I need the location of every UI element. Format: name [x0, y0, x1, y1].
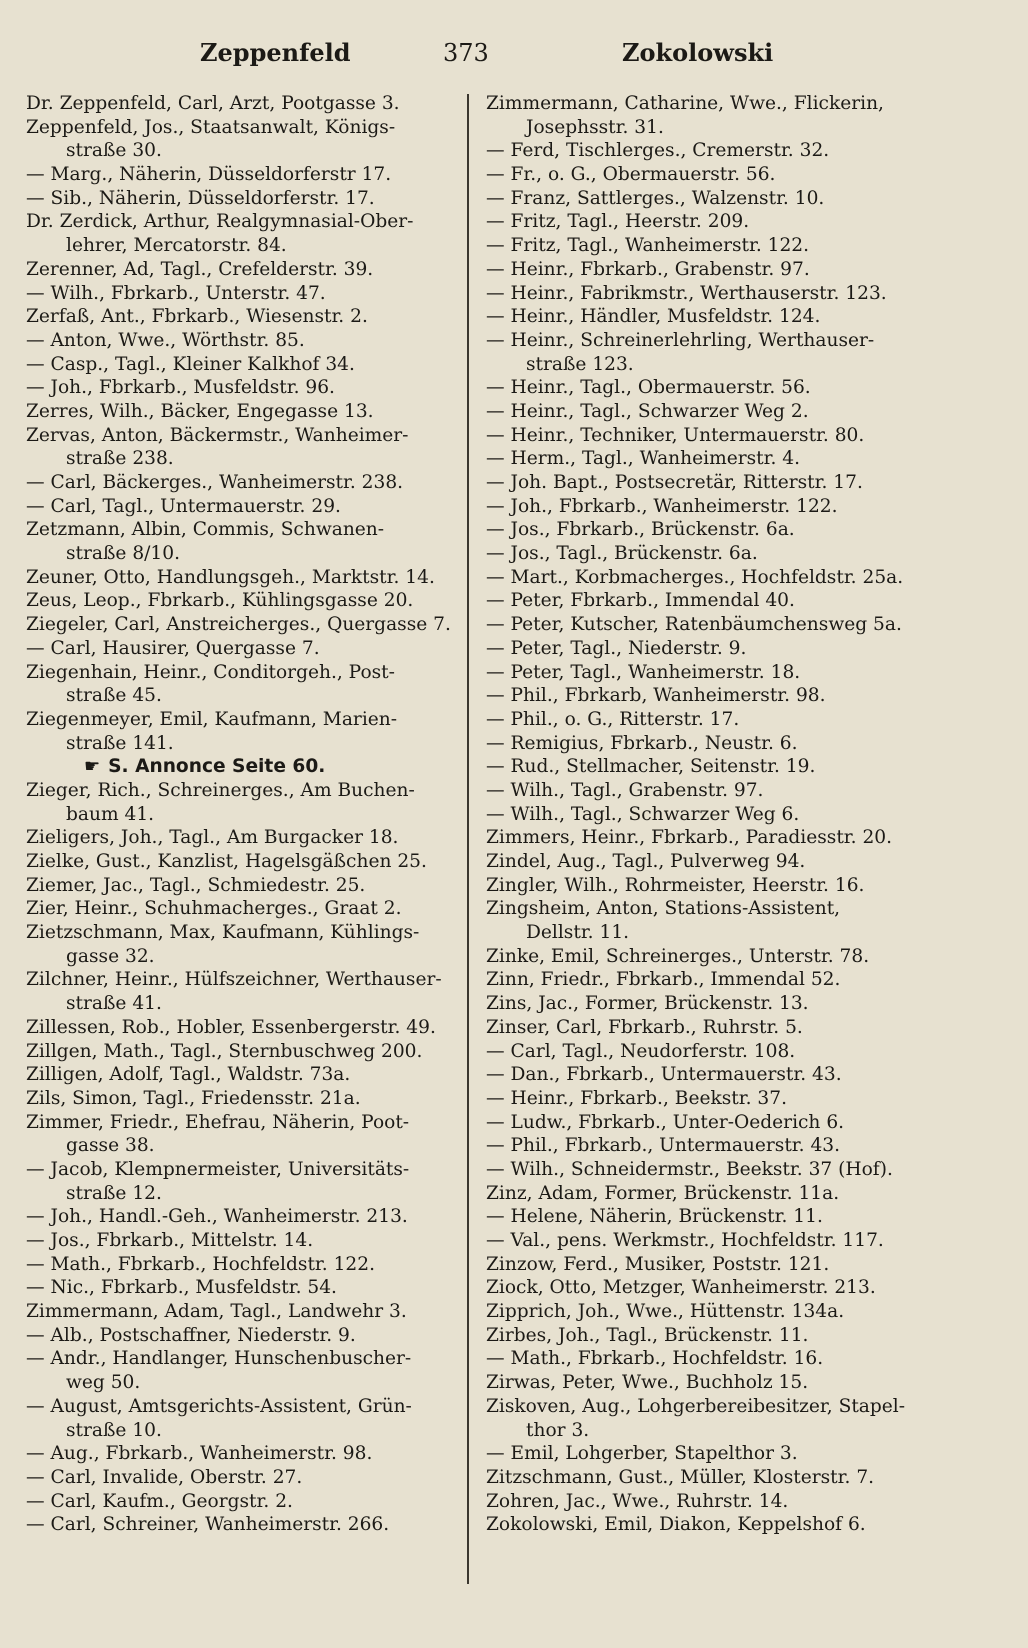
- directory-entry: [486, 282, 1006, 306]
- directory-entry: [486, 495, 1006, 519]
- directory-entry: [486, 874, 1006, 898]
- entry-text: — Joh., Fbrkarb., Musfeldstr. 96.: [26, 377, 335, 399]
- entry-text: Zilchner, Heinr., Hülfszeichner, Werthauser-: [26, 969, 442, 991]
- entry-text: — Heinr., Tagl., Schwarzer Weg 2.: [486, 400, 809, 422]
- entry-text: — August, Amtsgerichts-Assistent, Grün-: [26, 1395, 412, 1417]
- entry-text: — Aug., Fbrkarb., Wanheimerstr. 98.: [26, 1443, 373, 1465]
- entry-text: — Sib., Näherin, Düsseldorferstr. 17.: [26, 187, 375, 209]
- directory-entry: [486, 897, 1006, 921]
- directory-entry: [26, 1371, 456, 1395]
- directory-entry: [26, 684, 456, 708]
- entry-text: — Carl, Bäckerges., Wanheimerstr. 238.: [26, 472, 404, 493]
- entry-text: — Phil., o. G., Ritterstr. 17.: [486, 708, 740, 730]
- entry-text: straße 30.: [66, 140, 162, 162]
- directory-entry: [486, 732, 1006, 756]
- entry-text: Zinz, Adam, Former, Brückenstr. 11a.: [486, 1182, 840, 1204]
- directory-entry: [26, 1063, 456, 1087]
- directory-entry: [26, 661, 456, 685]
- directory-entry: [26, 850, 456, 874]
- directory-entry: [486, 1347, 1006, 1371]
- directory-entry: [486, 1182, 1006, 1206]
- entry-text: Dr. Zerdick, Arthur, Realgymnasial-Ober-: [26, 211, 414, 233]
- directory-entry: [486, 566, 1006, 590]
- directory-entry: [486, 613, 1006, 637]
- entry-text: — Heinr., Schreinerlehrling, Werthauser-: [486, 329, 875, 351]
- entry-text: — Joh., Handl.-Geh., Wanheimerstr. 213.: [26, 1206, 408, 1228]
- directory-entry: [486, 1419, 1006, 1443]
- directory-entry: [486, 1040, 1006, 1064]
- directory-entry: [26, 1490, 456, 1514]
- directory-entry: [26, 921, 456, 945]
- entry-text: Zeus, Leop., Fbrkarb., Kühlingsgasse 20.: [26, 590, 414, 612]
- entry-text: Zokolowski, Emil, Diakon, Keppelshof 6.: [486, 1514, 866, 1536]
- directory-entry: [486, 1490, 1006, 1514]
- entry-text: straße 238.: [66, 448, 174, 470]
- directory-entry: [26, 447, 456, 471]
- directory-entry: [26, 1158, 456, 1182]
- directory-entry: [486, 1253, 1006, 1277]
- entry-text: Zervas, Anton, Bäckermstr., Wanheimer-: [26, 424, 409, 446]
- directory-entry: [26, 1419, 456, 1443]
- entry-text: — Andr., Handlanger, Hunschenbuscher-: [26, 1348, 412, 1370]
- entry-text: — Wilh., Tagl., Grabenstr. 97.: [486, 779, 764, 801]
- directory-entry: [486, 826, 1006, 850]
- directory-entry: [486, 1158, 1006, 1182]
- entry-text: — Carl, Tagl., Untermauerstr. 29.: [26, 495, 341, 517]
- entry-text: Zingsheim, Anton, Stations-Assistent,: [486, 898, 841, 920]
- entry-text: Zerres, Wilh., Bäcker, Engegasse 13.: [26, 400, 374, 422]
- entry-text: Zinzow, Ferd., Musiker, Poststr. 121.: [486, 1253, 830, 1275]
- directory-entry: [486, 471, 1006, 495]
- directory-entry: [26, 826, 456, 850]
- entry-text: — Casp., Tagl., Kleiner Kalkhof 34.: [26, 353, 355, 375]
- entry-text: — Nic., Fbrkarb., Musfeldstr. 54.: [26, 1277, 337, 1299]
- directory-entry: [486, 1371, 1006, 1395]
- entry-text: Ziemer, Jac., Tagl., Schmiedestr. 25.: [26, 874, 366, 896]
- entry-text: Zier, Heinr., Schuhmacherges., Graat 2.: [26, 898, 402, 920]
- entry-text: Ziegenmeyer, Emil, Kaufmann, Marien-: [26, 708, 398, 730]
- directory-entry: [26, 542, 456, 566]
- entry-text: Zetzmann, Albin, Commis, Schwanen-: [26, 519, 385, 541]
- directory-entry: [26, 163, 456, 187]
- entry-text: — Rud., Stellmacher, Seitenstr. 19.: [486, 756, 816, 778]
- directory-entry: [26, 139, 456, 163]
- directory-entry: [486, 1324, 1006, 1348]
- entry-text: — Carl, Tagl., Neudorferstr. 108.: [486, 1040, 796, 1062]
- entry-text: Zimmermann, Catharine, Wwe., Flickerin,: [486, 93, 884, 114]
- entry-text: weg 50.: [66, 1372, 141, 1394]
- directory-entry: [486, 353, 1006, 377]
- entry-text: Zimmermann, Adam, Tagl., Landwehr 3.: [26, 1301, 407, 1323]
- directory-entry: [26, 803, 456, 827]
- directory-entry: [486, 1229, 1006, 1253]
- directory-entry: [26, 968, 456, 992]
- right-column: [486, 92, 1006, 1537]
- entry-text: Zielke, Gust., Kanzlist, Hagelsgäßchen 25.: [26, 851, 427, 872]
- directory-entry: [486, 447, 1006, 471]
- directory-entry: [486, 1134, 1006, 1158]
- directory-entry: [486, 755, 1006, 779]
- entry-text: Zimmer, Friedr., Ehefrau, Näherin, Poot-: [26, 1111, 410, 1133]
- entry-text: Zipprich, Joh., Wwe., Hüttenstr. 134a.: [486, 1301, 845, 1323]
- directory-entry: [26, 1229, 456, 1253]
- directory-entry: [486, 116, 1006, 140]
- entry-text: — Joh. Bapt., Postsecretär, Ritterstr. 17.: [486, 472, 863, 493]
- entry-text: — Heinr., Händler, Musfeldstr. 124.: [486, 306, 821, 328]
- entry-text: — Remigius, Fbrkarb., Neustr. 6.: [486, 732, 798, 754]
- directory-entry: [486, 1111, 1006, 1135]
- entry-text: Zieligers, Joh., Tagl., Am Burgacker 18.: [26, 827, 399, 849]
- directory-entry: [26, 116, 456, 140]
- directory-entry: [26, 329, 456, 353]
- entry-text: Zinser, Carl, Fbrkarb., Ruhrstr. 5.: [486, 1016, 803, 1038]
- entry-text: — Heinr., Techniker, Untermauerstr. 80.: [486, 424, 865, 446]
- entry-text: — Herm., Tagl., Wanheimerstr. 4.: [486, 448, 801, 470]
- running-head-last-entry: Zokolowski: [622, 38, 774, 67]
- entry-text: thor 3.: [526, 1419, 590, 1441]
- directory-entry: [26, 637, 456, 661]
- directory-entry: [486, 589, 1006, 613]
- column-divider: [467, 94, 469, 1584]
- directory-entry: [486, 518, 1006, 542]
- entry-text: — Wilh., Fbrkarb., Unterstr. 47.: [26, 282, 326, 304]
- entry-text: — Heinr., Fbrkarb., Grabenstr. 97.: [486, 258, 810, 280]
- directory-entry: [26, 1205, 456, 1229]
- entry-text: — Wilh., Tagl., Schwarzer Weg 6.: [486, 803, 800, 825]
- entry-text: — Jos., Fbrkarb., Brückenstr. 6a.: [486, 519, 795, 541]
- directory-entry: [26, 92, 456, 116]
- entry-text: — Anton, Wwe., Wörthstr. 85.: [26, 329, 305, 351]
- directory-entry: [486, 1300, 1006, 1324]
- entry-text: straße 41.: [66, 993, 162, 1015]
- entry-text: — Carl, Kaufm., Georgstr. 2.: [26, 1490, 293, 1512]
- entry-text: — Fritz, Tagl., Wanheimerstr. 122.: [486, 235, 810, 257]
- entry-text: — Fritz, Tagl., Heerstr. 209.: [486, 211, 750, 233]
- entry-text: straße 10.: [66, 1419, 162, 1441]
- entry-text: — Carl, Schreiner, Wanheimerstr. 266.: [26, 1514, 390, 1536]
- directory-entry: [26, 566, 456, 590]
- directory-entry: [486, 803, 1006, 827]
- entry-text: Zinn, Friedr., Fbrkarb., Immendal 52.: [486, 969, 841, 991]
- entry-text: gasse 38.: [66, 1135, 155, 1157]
- entry-text: — Phil., Fbrkarb., Untermauerstr. 43.: [486, 1135, 841, 1157]
- entry-text: — Jos., Tagl., Brückenstr. 6a.: [486, 543, 758, 565]
- directory-entry: [26, 258, 456, 282]
- directory-entry: [486, 1466, 1006, 1490]
- directory-entry: [486, 163, 1006, 187]
- directory-entry: [26, 1466, 456, 1490]
- entry-text: lehrer, Mercatorstr. 84.: [66, 235, 287, 257]
- directory-entry: [486, 1513, 1006, 1537]
- page-number: 373: [443, 39, 489, 67]
- entry-text: — Peter, Tagl., Wanheimerstr. 18.: [486, 661, 801, 683]
- entry-text: — Joh., Fbrkarb., Wanheimerstr. 122.: [486, 495, 838, 517]
- directory-entry: [26, 471, 456, 495]
- directory-entry: [486, 210, 1006, 234]
- annonce-reference: [26, 755, 456, 779]
- directory-entry: [486, 968, 1006, 992]
- directory-entry: [26, 1253, 456, 1277]
- directory-entry: [486, 376, 1006, 400]
- entry-text: — Wilh., Schneidermstr., Beekstr. 37 (Hof).: [486, 1158, 893, 1180]
- directory-entry: [486, 637, 1006, 661]
- entry-text: Zins, Jac., Former, Brückenstr. 13.: [486, 993, 809, 1015]
- directory-entry: [486, 139, 1006, 163]
- entry-text: baum 41.: [66, 803, 155, 825]
- directory-entry: [26, 1016, 456, 1040]
- directory-entry: [486, 708, 1006, 732]
- directory-entry: [486, 258, 1006, 282]
- directory-entry: [26, 732, 456, 756]
- entry-text: gasse 32.: [66, 945, 155, 967]
- directory-entry: [26, 424, 456, 448]
- entry-text: — Carl, Hausirer, Quergasse 7.: [26, 637, 320, 659]
- entry-text: — Ferd, Tischlerges., Cremerstr. 32.: [486, 140, 830, 162]
- entry-text: — Heinr., Fbrkarb., Beekstr. 37.: [486, 1087, 787, 1109]
- directory-entry: [486, 1016, 1006, 1040]
- entry-text: Zimmers, Heinr., Fbrkarb., Paradiesstr. 20.: [486, 827, 893, 849]
- pointing-hand-icon: ☛: [84, 756, 101, 778]
- directory-entry: [26, 353, 456, 377]
- directory-entry: [486, 921, 1006, 945]
- entry-text: — Dan., Fbrkarb., Untermauerstr. 43.: [486, 1064, 842, 1086]
- directory-entry: [486, 1442, 1006, 1466]
- entry-text: Zils, Simon, Tagl., Friedensstr. 21a.: [26, 1087, 361, 1109]
- left-column: [26, 92, 456, 1537]
- entry-text: — Alb., Postschaffner, Niederstr. 9.: [26, 1324, 356, 1346]
- directory-entry: [26, 1087, 456, 1111]
- entry-text: Zietzschmann, Max, Kaufmann, Kühlings-: [26, 922, 420, 944]
- directory-entry: [486, 1063, 1006, 1087]
- entry-text: — Math., Fbrkarb., Hochfeldstr. 122.: [26, 1253, 375, 1275]
- directory-entry: [26, 1442, 456, 1466]
- entry-text: straße 123.: [526, 353, 634, 375]
- directory-entry: [26, 210, 456, 234]
- directory-entry: [26, 992, 456, 1016]
- directory-entry: [26, 400, 456, 424]
- directory-entry: [486, 661, 1006, 685]
- entry-text: S. Annonce Seite 60.: [108, 756, 326, 778]
- directory-entry: [486, 992, 1006, 1016]
- directory-entry: [486, 542, 1006, 566]
- directory-entry: [486, 1087, 1006, 1111]
- entry-text: Zillgen, Math., Tagl., Sternbuschweg 200.: [26, 1040, 423, 1062]
- entry-text: — Jacob, Klempnermeister, Universitäts-: [26, 1158, 410, 1180]
- directory-entry: [486, 1276, 1006, 1300]
- entry-text: — Helene, Näherin, Brückenstr. 11.: [486, 1206, 823, 1228]
- directory-entry: [26, 187, 456, 211]
- entry-text: — Peter, Kutscher, Ratenbäumchensweg 5a.: [486, 614, 902, 636]
- entry-text: — Heinr., Fabrikmstr., Werthauserstr. 123.: [486, 282, 887, 304]
- entry-text: — Mart., Korbmacherges., Hochfeldstr. 25a.: [486, 566, 904, 588]
- entry-text: — Ludw., Fbrkarb., Unter-Oederich 6.: [486, 1111, 845, 1133]
- entry-text: Josephsstr. 31.: [526, 116, 664, 138]
- entry-text: Zingler, Wilh., Rohrmeister, Heerstr. 16.: [486, 874, 865, 896]
- directory-entry: [486, 400, 1006, 424]
- directory-entry: [486, 187, 1006, 211]
- entry-text: straße 45.: [66, 685, 162, 707]
- directory-entry: [486, 234, 1006, 258]
- entry-text: Zitzschmann, Gust., Müller, Klosterstr. 7.: [486, 1466, 875, 1488]
- directory-entry: [26, 874, 456, 898]
- entry-text: Zirbes, Joh., Tagl., Brückenstr. 11.: [486, 1324, 809, 1346]
- directory-entry: [486, 92, 1006, 116]
- directory-entry: [486, 1395, 1006, 1419]
- entry-text: Zeuner, Otto, Handlungsgeh., Marktstr. 14.: [26, 566, 435, 588]
- directory-entry: [486, 850, 1006, 874]
- entry-text: — Marg., Näherin, Düsseldorferstr 17.: [26, 164, 392, 186]
- entry-text: Zinke, Emil, Schreinerges., Unterstr. 78.: [486, 945, 870, 967]
- directory-entry: [486, 1205, 1006, 1229]
- entry-text: — Heinr., Tagl., Obermauerstr. 56.: [486, 377, 811, 399]
- directory-entry: [486, 945, 1006, 969]
- directory-entry: [486, 684, 1006, 708]
- entry-text: Zirwas, Peter, Wwe., Buchholz 15.: [486, 1372, 809, 1394]
- entry-text: Ziegenhain, Heinr., Conditorgeh., Post-: [26, 661, 395, 683]
- directory-entry: [486, 305, 1006, 329]
- entry-text: — Carl, Invalide, Oberstr. 27.: [26, 1466, 303, 1488]
- directory-entry: [26, 1513, 456, 1537]
- directory-entry: [26, 613, 456, 637]
- entry-text: Zeppenfeld, Jos., Staatsanwalt, Königs-: [26, 116, 396, 138]
- entry-text: straße 141.: [66, 732, 174, 754]
- entry-text: Zilligen, Adolf, Tagl., Waldstr. 73a.: [26, 1064, 351, 1086]
- directory-entry: [26, 589, 456, 613]
- entry-text: Dr. Zeppenfeld, Carl, Arzt, Pootgasse 3.: [26, 93, 400, 114]
- entry-text: Zohren, Jac., Wwe., Ruhrstr. 14.: [486, 1490, 789, 1512]
- directory-entry: [26, 1040, 456, 1064]
- entry-text: Zerenner, Ad, Tagl., Crefelderstr. 39.: [26, 258, 374, 280]
- directory-entry: [26, 1182, 456, 1206]
- directory-entry: [26, 282, 456, 306]
- directory-entry: [26, 1300, 456, 1324]
- directory-entry: [26, 708, 456, 732]
- entry-text: — Fr., o. G., Obermauerstr. 56.: [486, 164, 776, 186]
- entry-text: — Peter, Tagl., Niederstr. 9.: [486, 637, 747, 659]
- directory-entry: [26, 1134, 456, 1158]
- directory-entry: [486, 779, 1006, 803]
- entry-text: Ziskoven, Aug., Lohgerbereibesitzer, Stapel-: [486, 1395, 906, 1417]
- entry-text: straße 12.: [66, 1182, 162, 1204]
- directory-entry: [486, 329, 1006, 353]
- entry-text: — Math., Fbrkarb., Hochfeldstr. 16.: [486, 1348, 824, 1370]
- entry-text: — Emil, Lohgerber, Stapelthor 3.: [486, 1443, 798, 1465]
- entry-text: — Peter, Fbrkarb., Immendal 40.: [486, 590, 795, 612]
- directory-entry: [26, 1276, 456, 1300]
- directory-entry: [26, 1347, 456, 1371]
- entry-text: Ziock, Otto, Metzger, Wanheimerstr. 213.: [486, 1277, 876, 1299]
- directory-entry: [26, 897, 456, 921]
- entry-text: Zindel, Aug., Tagl., Pulverweg 94.: [486, 851, 806, 872]
- directory-entry: [486, 424, 1006, 448]
- entry-text: — Franz, Sattlerges., Walzenstr. 10.: [486, 187, 825, 209]
- running-head-first-entry: Zeppenfeld: [200, 38, 351, 67]
- directory-entry: [26, 234, 456, 258]
- entry-text: — Val., pens. Werkmstr., Hochfeldstr. 117.: [486, 1230, 884, 1251]
- entry-text: straße 8/10.: [66, 543, 180, 565]
- entry-text: Zieger, Rich., Schreinerges., Am Buchen-: [26, 779, 415, 801]
- entry-text: — Jos., Fbrkarb., Mittelstr. 14.: [26, 1230, 314, 1251]
- directory-entry: [26, 1111, 456, 1135]
- directory-entry: [26, 305, 456, 329]
- directory-entry: [26, 1324, 456, 1348]
- directory-entry: [26, 376, 456, 400]
- entry-text: — Phil., Fbrkarb, Wanheimerstr. 98.: [486, 685, 826, 707]
- entry-text: Ziegeler, Carl, Anstreicherges., Quergasse 7.: [26, 614, 451, 636]
- directory-entry: [26, 1395, 456, 1419]
- entry-text: Zillessen, Rob., Hobler, Essenbergerstr. 49.: [26, 1016, 436, 1038]
- directory-entry: [26, 779, 456, 803]
- entry-text: Zerfaß, Ant., Fbrkarb., Wiesenstr. 2.: [26, 306, 368, 328]
- directory-entry: [26, 518, 456, 542]
- entry-text: Dellstr. 11.: [526, 922, 630, 944]
- directory-entry: [26, 945, 456, 969]
- directory-entry: [26, 495, 456, 519]
